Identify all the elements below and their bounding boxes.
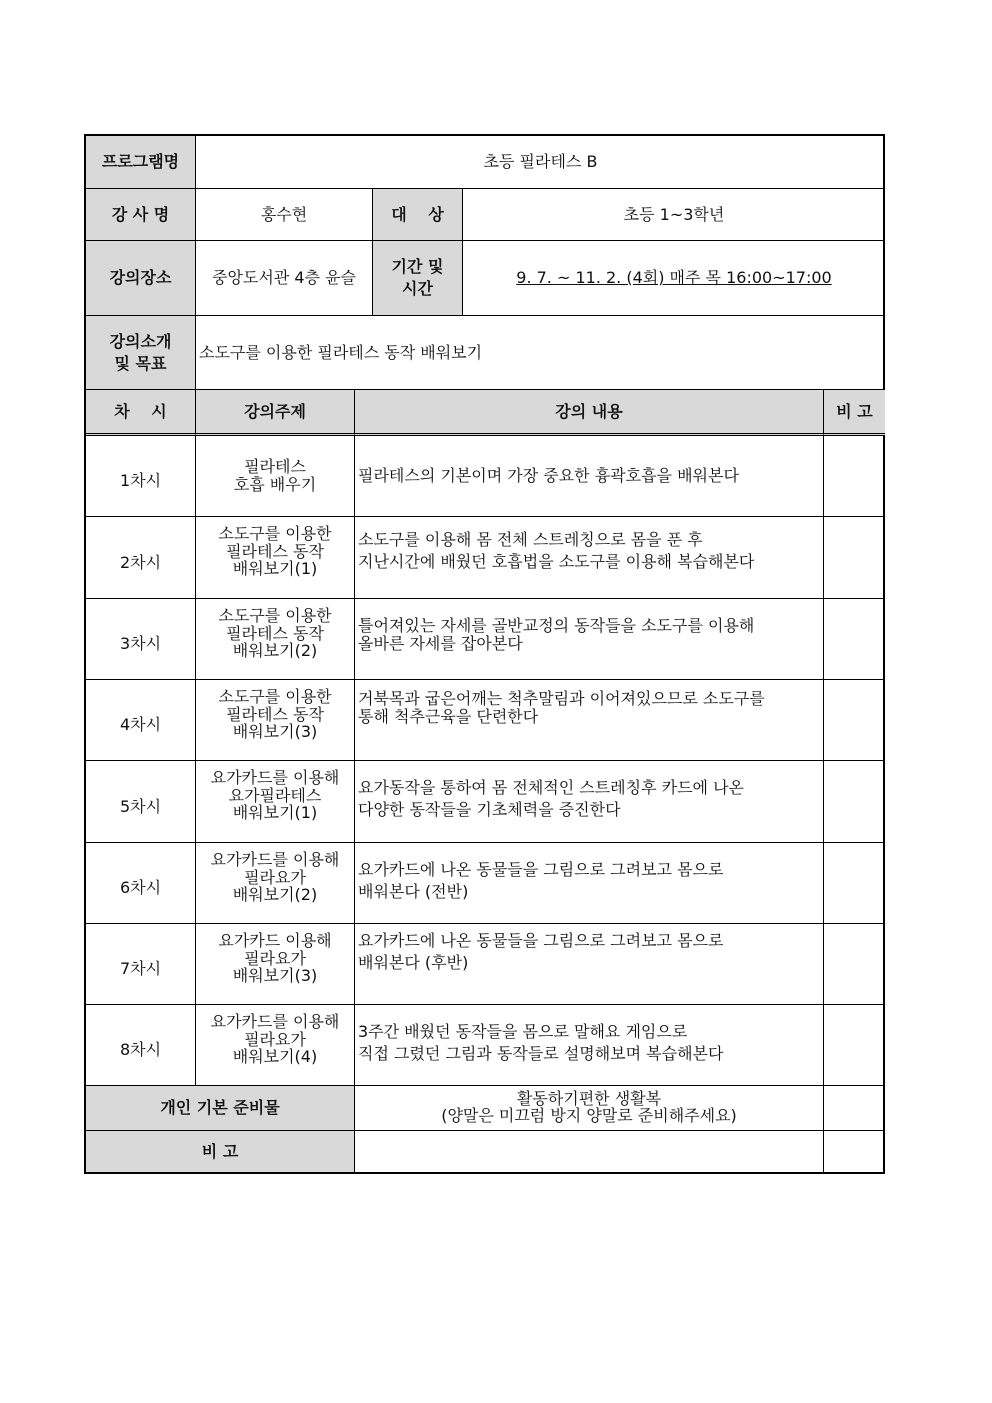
topic-8: 요가카드를 이용해 필라요가 배워보기(4) xyxy=(196,1005,355,1086)
content-8: 3주간 배웠던 동작들을 몸으로 말해요 게임으로 직접 그렸던 그림과 동작들로 설명해보며 복습해본다 xyxy=(355,1005,824,1086)
note-1 xyxy=(824,436,885,517)
content-5: 요가동작을 통하여 몸 전체적인 스트레칭후 카드에 나온 다양한 동작들을 기초체력을 증진한다 xyxy=(355,761,824,843)
target-label: 대 상 xyxy=(373,189,463,241)
note-6 xyxy=(824,843,885,924)
program-name-label: 프로그램명 xyxy=(86,136,196,189)
session-6: 6차시 xyxy=(86,843,196,924)
instructor-value: 홍수현 xyxy=(196,189,373,241)
content-4: 거북목과 굽은어깨는 척추말림과 이어져있으므로 소도구를 통해 척추근육을 단련한다 xyxy=(355,680,824,761)
session-4: 4차시 xyxy=(86,680,196,761)
header-content: 강의 내용 xyxy=(355,390,824,436)
period-value-text: 9. 7. ~ 11. 2. (4회) 매주 목 16:00~17:00 xyxy=(516,268,832,288)
topic-7: 요가카드 이용해 필라요가 배워보기(3) xyxy=(196,924,355,1005)
header-session: 차 시 xyxy=(86,390,196,436)
target-value: 초등 1~3학년 xyxy=(463,189,885,241)
session-1: 1차시 xyxy=(86,436,196,517)
note-4 xyxy=(824,680,885,761)
session-5: 5차시 xyxy=(86,761,196,843)
materials-note xyxy=(824,1086,885,1131)
period-value xyxy=(463,241,885,316)
remarks-value xyxy=(355,1131,824,1172)
content-2: 소도구를 이용해 몸 전체 스트레칭으로 몸을 푼 후 지난시간에 배웠던 호흡법을 소도구를 이용해 복습해본다 xyxy=(355,517,824,599)
instructor-label: 강 사 명 xyxy=(86,189,196,241)
session-2: 2차시 xyxy=(86,517,196,599)
content-6: 요가카드에 나온 동물들을 그림으로 그려보고 몸으로 배워본다 (전반) xyxy=(355,843,824,924)
period-label: 기간 및 시간 xyxy=(373,241,463,316)
intro-value: 소도구를 이용한 필라테스 동작 배워보기 xyxy=(196,316,885,390)
place-value: 중앙도서관 4층 윤슬 xyxy=(196,241,373,316)
note-3 xyxy=(824,599,885,680)
content-3: 틀어져있는 자세를 골반교정의 동작들을 소도구를 이용해 올바른 자세를 잡아본다 xyxy=(355,599,824,680)
note-2 xyxy=(824,517,885,599)
note-8 xyxy=(824,1005,885,1086)
session-7: 7차시 xyxy=(86,924,196,1005)
header-note: 비 고 xyxy=(824,390,885,436)
remarks-note xyxy=(824,1131,885,1172)
intro-label: 강의소개 및 목표 xyxy=(86,316,196,390)
topic-5: 요가카드를 이용해 요가필라테스 배워보기(1) xyxy=(196,761,355,843)
note-7 xyxy=(824,924,885,1005)
topic-1: 필라테스 호흡 배우기 xyxy=(196,436,355,517)
program-table xyxy=(84,134,885,1174)
topic-3: 소도구를 이용한 필라테스 동작 배워보기(2) xyxy=(196,599,355,680)
topic-4: 소도구를 이용한 필라테스 동작 배워보기(3) xyxy=(196,680,355,761)
content-7: 요가카드에 나온 동물들을 그림으로 그려보고 몸으로 배워본다 (후반) xyxy=(355,924,824,1005)
program-name-value: 초등 필라테스 B xyxy=(196,136,885,189)
topic-6: 요가카드를 이용해 필라요가 배워보기(2) xyxy=(196,843,355,924)
header-topic: 강의주제 xyxy=(196,390,355,436)
session-8: 8차시 xyxy=(86,1005,196,1086)
session-3: 3차시 xyxy=(86,599,196,680)
note-5 xyxy=(824,761,885,843)
remarks-label: 비 고 xyxy=(86,1131,355,1172)
place-label: 강의장소 xyxy=(86,241,196,316)
topic-2: 소도구를 이용한 필라테스 동작 배워보기(1) xyxy=(196,517,355,599)
content-1: 필라테스의 기본이며 가장 중요한 흉곽호흡을 배워본다 xyxy=(355,436,824,517)
materials-value: 활동하기편한 생활복 (양말은 미끄럼 방지 양말로 준비해주세요) xyxy=(355,1086,824,1131)
materials-label: 개인 기본 준비물 xyxy=(86,1086,355,1131)
